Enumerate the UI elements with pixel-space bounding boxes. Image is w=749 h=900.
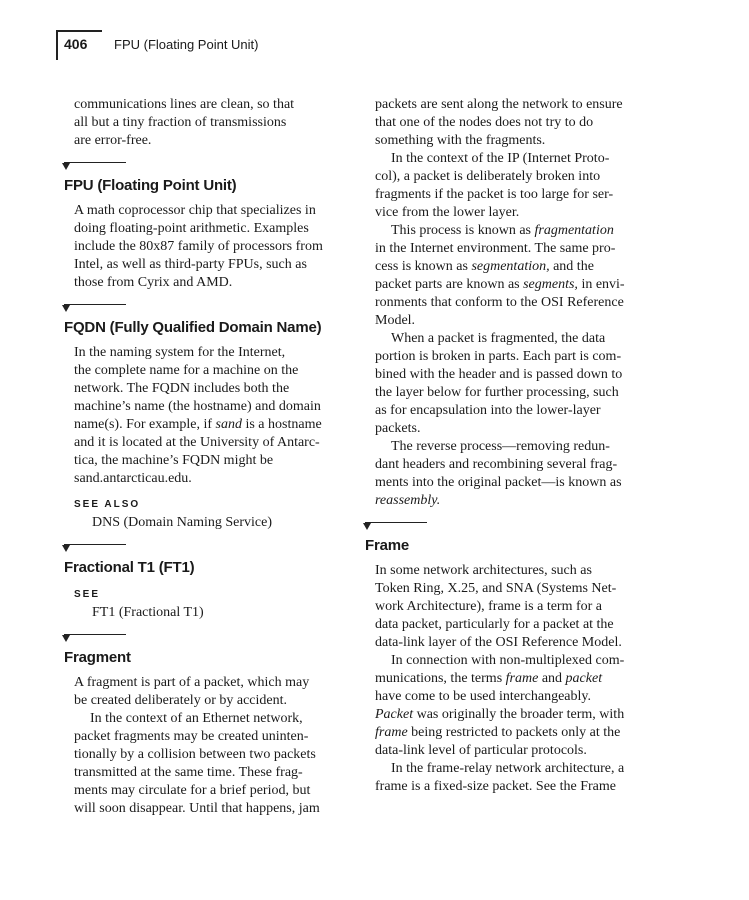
text-line: col), a packet is deliberately broken into	[375, 169, 601, 184]
text-line: machine’s name (the hostname) and domain	[74, 399, 321, 414]
text-line: Model.	[375, 313, 416, 328]
text-run: and the	[549, 259, 594, 274]
italic-term: reassembly.	[375, 493, 441, 508]
text-line	[74, 416, 346, 434]
text-line: doing floating-point arithmetic. Examples	[74, 221, 309, 236]
text-line: vice from the lower layer.	[375, 205, 520, 220]
text-line: include the 80x87 family of processors from	[74, 239, 323, 254]
text-line: work Architecture), frame is a term for a	[375, 599, 603, 614]
text-line: tica, the machine’s FQDN might be	[74, 453, 274, 468]
text-line	[375, 258, 647, 276]
text-line: the complete name for a machine on the	[74, 363, 299, 378]
page-number: 406	[64, 36, 88, 52]
italic-term: segmentation,	[471, 259, 550, 274]
text-line: will soon disappear. Until that happens, jam	[74, 801, 320, 816]
entry-marker	[62, 304, 362, 318]
italic-term: frame	[375, 725, 408, 740]
text-line	[375, 670, 647, 688]
text-line	[375, 492, 647, 510]
header-rule-vertical	[56, 30, 58, 60]
italic-term: sand	[215, 417, 242, 432]
text-line: bined with the header and is passed down to	[375, 367, 623, 382]
text-line: packets are sent along the network to ensure	[375, 97, 623, 112]
text-line	[375, 276, 647, 294]
text-line: ronments that conform to the OSI Reference	[375, 295, 624, 310]
text-line	[375, 706, 647, 724]
entry-marker	[62, 162, 362, 176]
running-title: FPU (Floating Point Unit)	[114, 37, 259, 52]
process-paragraph	[375, 222, 647, 330]
text-run: This process is known as	[391, 223, 535, 238]
italic-term: Packet	[375, 707, 414, 722]
text-line: network. The FQDN includes both the	[74, 381, 290, 396]
text-line: Token Ring, X.25, and SNA (Systems Net-	[375, 581, 617, 596]
triangle-marker-icon	[363, 523, 371, 530]
text-line: something with the fragments.	[375, 133, 546, 148]
text-line: as for encapsulation into the lower-layer	[375, 403, 601, 418]
text-line: fragments if the packet is too large for ser-	[375, 187, 614, 202]
text-line: In connection with non-multiplexed com-	[391, 653, 625, 668]
entry-title-frame: Frame	[365, 537, 410, 554]
entry-title-fragment: Fragment	[64, 649, 131, 666]
entry-body-frame-p3	[375, 760, 647, 796]
page-header	[56, 30, 716, 60]
text-line: ments may circulate for a brief period, but	[74, 783, 311, 798]
text-line	[375, 222, 647, 240]
text-line: packets.	[375, 421, 421, 436]
entry-body-frame-p2	[375, 652, 647, 760]
triangle-marker-icon	[62, 635, 70, 642]
entry-title-fqdn: FQDN (Fully Qualified Domain Name)	[64, 319, 322, 336]
text-line: In the frame-relay network architecture, a	[391, 761, 625, 776]
text-run: was originally the broader term, with	[413, 707, 625, 722]
text-line: packet fragments may be created uninten-	[74, 729, 309, 744]
italic-term: frame	[505, 671, 539, 686]
entry-body-frame	[375, 562, 647, 652]
text-run: cess is known as	[375, 259, 472, 274]
text-line: and it is located at the University of Antarc-	[74, 435, 320, 450]
reverse-paragraph	[375, 438, 647, 510]
text-line	[375, 724, 647, 742]
text-line: data packet, particularly for a packet at the	[375, 617, 614, 632]
text-line: The reverse process—removing redun-	[391, 439, 610, 454]
text-line: When a packet is fragmented, the data	[391, 331, 606, 346]
text-line: dant headers and recombining several frag-	[375, 457, 618, 472]
text-line: in the Internet environment. The same pro-	[375, 241, 616, 256]
entry-body-fpu	[74, 202, 346, 292]
entry-title-fpu: FPU (Floating Point Unit)	[64, 177, 237, 194]
text-line: transmitted at the same time. These frag-	[74, 765, 303, 780]
text-line: frame is a fixed-size packet. See the Frame	[375, 779, 617, 794]
text-line: portion is broken in parts. Each part is com-	[375, 349, 622, 364]
text-line: are error-free.	[74, 133, 152, 148]
text-line: sand.antarcticau.edu.	[74, 471, 192, 486]
text-line: In the naming system for the Internet,	[74, 345, 286, 360]
triangle-marker-icon	[62, 305, 70, 312]
italic-term: segments,	[523, 277, 578, 292]
text-line: A math coprocessor chip that specializes in	[74, 203, 316, 218]
text-run: name(s). For example, if	[74, 417, 216, 432]
entry-marker	[363, 522, 663, 536]
see-label: SEE	[74, 589, 101, 600]
left-column	[62, 96, 362, 818]
entry-body-fragment	[74, 674, 346, 710]
text-run: munications, the terms	[375, 671, 506, 686]
text-line: tionally by a collision between two packets	[74, 747, 316, 762]
triangle-marker-icon	[62, 163, 70, 170]
text-run: and	[538, 671, 566, 686]
entry-marker	[62, 634, 362, 648]
see-also-label: SEE ALSO	[74, 499, 141, 510]
right-column	[363, 96, 663, 796]
entry-body-fragment-p2	[74, 710, 346, 818]
triangle-marker-icon	[62, 545, 70, 552]
continued-paragraph	[375, 96, 647, 150]
text-run: is a hostname	[241, 417, 322, 432]
continued-paragraph	[74, 96, 346, 150]
fragmented-paragraph	[375, 330, 647, 438]
text-line: that one of the nodes does not try to do	[375, 115, 594, 130]
text-run: packet parts are known as	[375, 277, 524, 292]
text-line: A fragment is part of a packet, which may	[74, 675, 310, 690]
text-line: all but a tiny fraction of transmissions	[74, 115, 287, 130]
text-line: have come to be used interchangeably.	[375, 689, 592, 704]
entry-title-fractional-t1: Fractional T1 (FT1)	[64, 559, 195, 576]
see-reference[interactable]: FT1 (Fractional T1)	[92, 605, 204, 620]
entry-body-fqdn	[74, 344, 346, 488]
header-rule-horizontal	[56, 30, 102, 32]
text-run: in envi-	[577, 277, 625, 292]
text-line: those from Cyrix and AMD.	[74, 275, 233, 290]
entry-marker	[62, 544, 362, 558]
text-line: the layer below for further processing, such	[375, 385, 619, 400]
text-line: data-link layer of the OSI Reference Model.	[375, 635, 622, 650]
italic-term: packet	[565, 671, 603, 686]
text-line: be created deliberately or by accident.	[74, 693, 287, 708]
text-line: In the context of the IP (Internet Proto-	[391, 151, 610, 166]
text-line: ments into the original packet—is known as	[375, 475, 622, 490]
text-line: Intel, as well as third-party FPUs, such as	[74, 257, 307, 272]
italic-term: fragmentation	[534, 223, 614, 238]
text-line: In some network architectures, such as	[375, 563, 592, 578]
see-also-reference[interactable]: DNS (Domain Naming Service)	[92, 515, 273, 530]
text-line: In the context of an Ethernet network,	[90, 711, 303, 726]
text-line: communications lines are clean, so that	[74, 97, 295, 112]
text-run: being restricted to packets only at the	[407, 725, 621, 740]
ip-paragraph	[375, 150, 647, 222]
text-line: data-link level of particular protocols.	[375, 743, 587, 758]
